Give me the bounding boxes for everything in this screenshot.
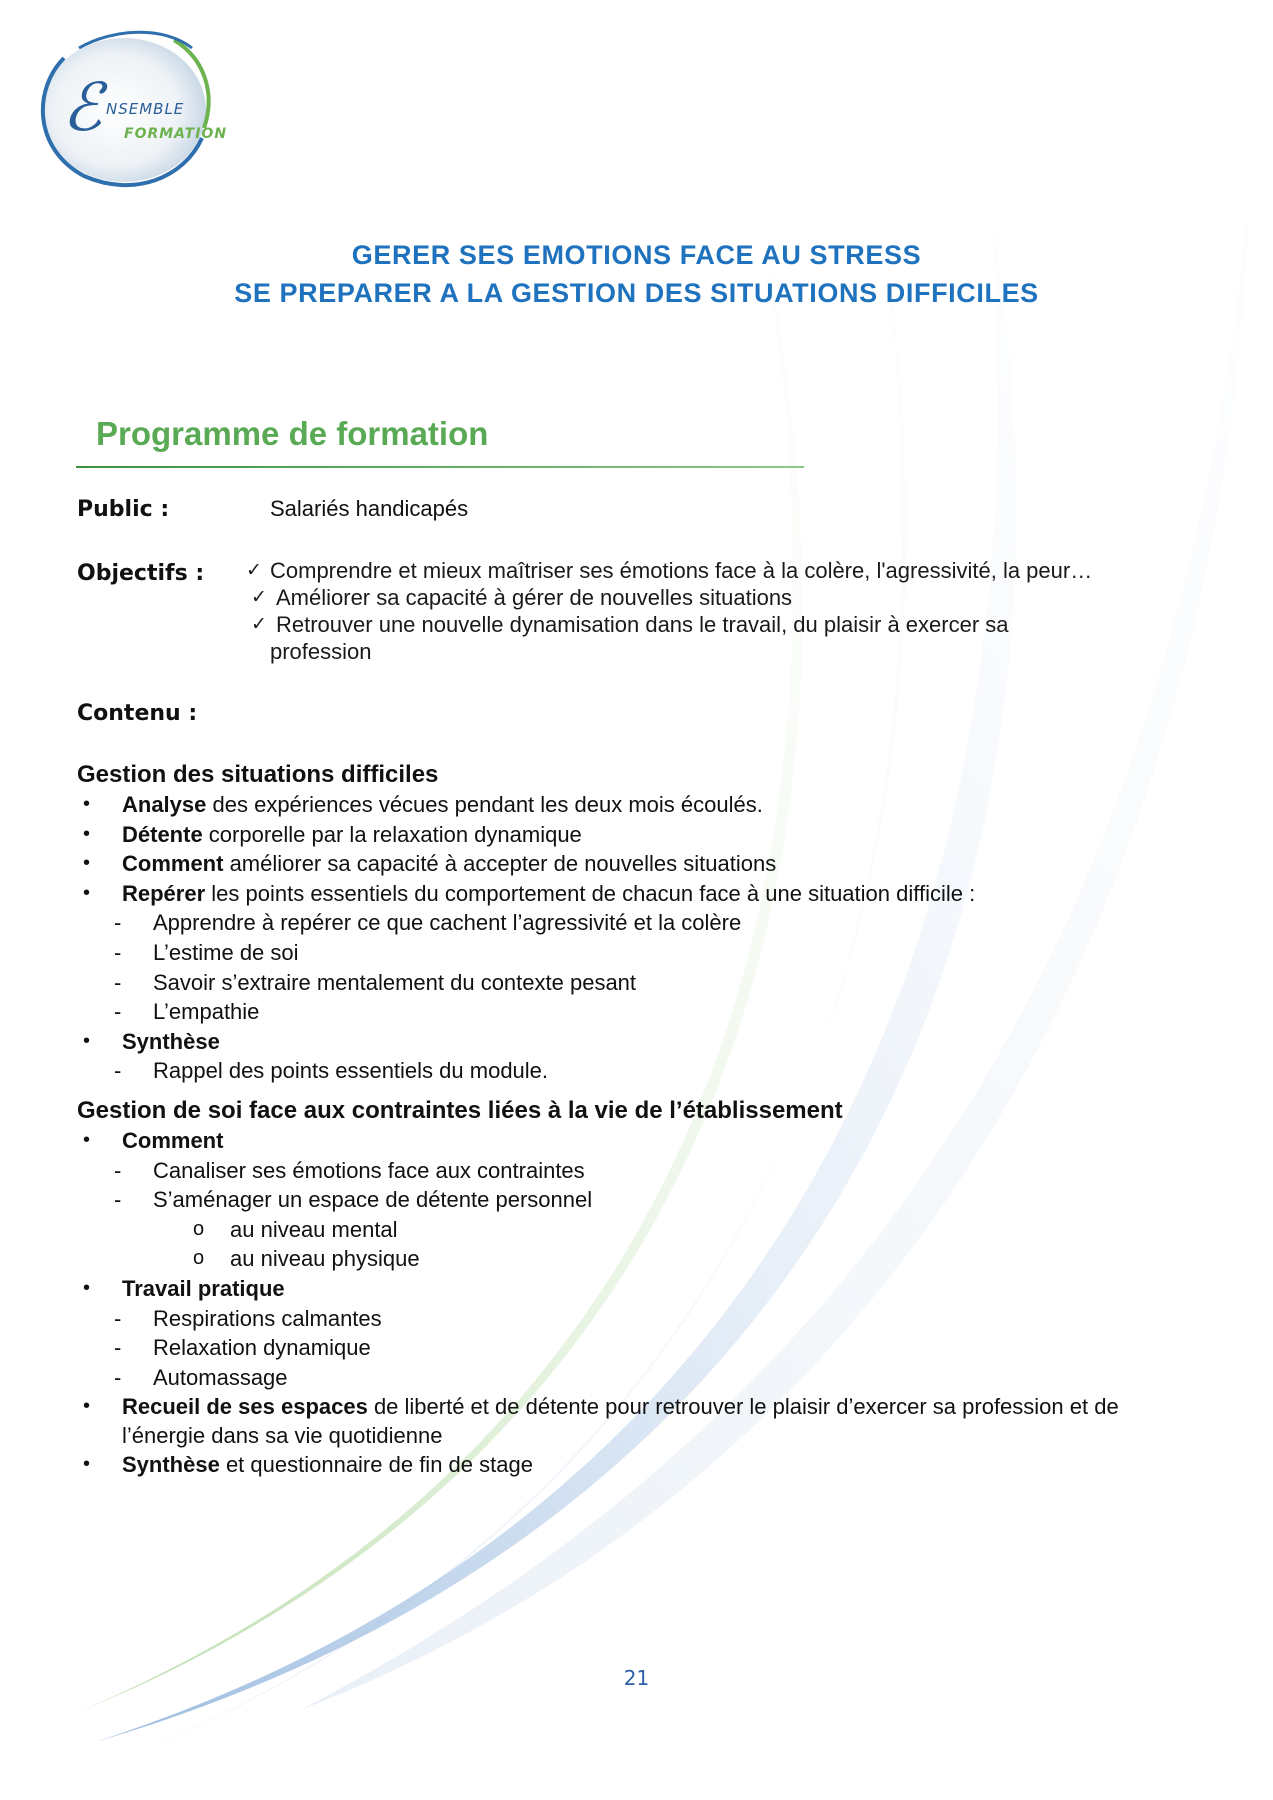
item-text: améliorer sa capacité à accepter de nouvelles situations: [223, 851, 777, 877]
list-item: [77, 1126, 1207, 1156]
list-item: [77, 879, 1207, 909]
sub-item: [77, 908, 1207, 938]
item-bold: Synthèse: [122, 1451, 220, 1477]
circle-bullet-icon: o: [193, 1247, 205, 1270]
bullet-icon: •: [83, 793, 91, 815]
dash-icon: -: [114, 1157, 122, 1183]
ensemble-formation-logo: [24, 18, 234, 193]
dash-icon: -: [114, 1187, 122, 1213]
logo-word-ensemble: NSEMBLE: [106, 100, 185, 118]
dash-icon: -: [114, 969, 122, 995]
logo-e-glyph: ℰ: [62, 69, 102, 146]
item-text: Savoir s’extraire mentalement du contexte pesant: [153, 969, 637, 995]
objective-text: Retrouver une nouvelle dynamisation dans le travail, du plaisir à exercer sa: [276, 612, 1009, 637]
bullet-icon: •: [83, 881, 91, 904]
sub-item: [77, 1333, 1207, 1363]
sub-item: [77, 938, 1207, 968]
item-text: Rappel des points essentiels du module.: [153, 1058, 549, 1084]
item-bold: Comment: [122, 1127, 224, 1153]
dash-icon: -: [114, 1305, 122, 1331]
item-text: de liberté et de détente pour retrouver le plaisir d’exercer sa profession et de: [367, 1394, 1119, 1420]
dash-icon: -: [114, 999, 122, 1025]
part1-heading: Gestion des situations difficiles: [77, 761, 439, 788]
dash-icon: -: [114, 1335, 122, 1361]
item-text: corporelle par la relaxation dynamique: [202, 821, 582, 847]
item-text: les points essentiels du comportement de chacun face à une situation difficile :: [205, 880, 976, 906]
bullet-icon: •: [83, 1452, 91, 1475]
checkmark-icon: ✓: [251, 586, 267, 608]
logo-word-formation: FORMATION: [124, 126, 228, 142]
objectives-list: [246, 557, 1206, 665]
sub-item: [77, 1156, 1207, 1186]
list-item: [77, 1450, 1207, 1480]
item-text: au niveau physique: [230, 1246, 420, 1272]
bullet-icon: •: [83, 822, 91, 845]
sub-sub-item: [77, 1215, 1207, 1245]
item-text: Respirations calmantes: [153, 1305, 382, 1331]
list-item: [77, 1274, 1207, 1304]
sub-item: [77, 1056, 1207, 1086]
item-bold: Repérer: [122, 880, 206, 906]
bullet-icon: •: [83, 852, 91, 875]
item-bold: Synthèse: [122, 1028, 220, 1054]
document-title: [0, 236, 1273, 312]
sub-item: [77, 1304, 1207, 1334]
objective-item: [246, 584, 1206, 611]
item-text: et questionnaire de fin de stage: [219, 1451, 533, 1477]
public-value: Salariés handicapés: [270, 496, 469, 521]
dash-icon: -: [114, 910, 122, 936]
circle-bullet-icon: o: [193, 1217, 205, 1240]
item-text: L’empathie: [153, 999, 260, 1025]
item-bold: Recueil de ses espaces: [122, 1394, 368, 1420]
list-item: [77, 790, 1207, 820]
objective-item: [246, 557, 1206, 584]
dash-icon: -: [114, 1058, 122, 1084]
sub-item: [77, 968, 1207, 998]
objective-continuation: [246, 638, 1206, 665]
dash-icon: -: [114, 1364, 122, 1390]
sub-item: [77, 1363, 1207, 1393]
sub-item: [77, 997, 1207, 1027]
section-title: Programme de formation: [96, 415, 489, 452]
list-item-continuation: [77, 1422, 1207, 1450]
item-text: Canaliser ses émotions face aux contraintes: [153, 1157, 585, 1183]
dash-icon: -: [114, 939, 122, 965]
objective-text: profession: [270, 639, 372, 664]
bullet-icon: •: [83, 1128, 91, 1151]
item-text: l’énergie dans sa vie quotidienne: [122, 1422, 443, 1448]
item-bold: Analyse: [122, 792, 207, 817]
title-line-1: GERER SES EMOTIONS FACE AU STRESS: [351, 240, 922, 270]
item-text: des expériences vécues pendant les deux mois écoulés.: [206, 792, 763, 817]
list-item: [77, 1392, 1207, 1422]
bullet-icon: •: [83, 1029, 91, 1052]
item-text: Relaxation dynamique: [153, 1335, 371, 1361]
page-number: 21: [623, 1666, 650, 1690]
list-item: [77, 820, 1207, 850]
checkmark-icon: ✓: [246, 559, 262, 581]
objective-item: [246, 611, 1206, 638]
item-bold: Travail pratique: [122, 1275, 285, 1301]
bullet-icon: •: [83, 1276, 91, 1299]
public-label: Public :: [77, 497, 170, 522]
objectifs-label: Objectifs :: [77, 561, 205, 586]
objective-text: Comprendre et mieux maîtriser ses émotions face à la colère, l'agressivité, la peur…: [270, 558, 1093, 583]
content-body: [77, 760, 1207, 1479]
item-text: S’aménager un espace de détente personnel: [153, 1187, 593, 1213]
item-text: Apprendre à repérer ce que cachent l’agressivité et la colère: [153, 910, 742, 936]
objective-text: Améliorer sa capacité à gérer de nouvelles situations: [276, 585, 793, 610]
part2-heading: Gestion de soi face aux contraintes liées à la vie de l’établissement: [77, 1096, 843, 1124]
checkmark-icon: ✓: [251, 613, 267, 635]
item-bold: Comment: [122, 851, 224, 877]
list-item: [77, 1027, 1207, 1057]
item-text: L’estime de soi: [153, 939, 299, 965]
sub-item: [77, 1185, 1207, 1215]
item-bold: Détente: [122, 821, 203, 847]
list-item: [77, 849, 1207, 879]
contenu-label: Contenu :: [77, 701, 198, 726]
section-divider: [76, 466, 804, 468]
title-line-2: SE PREPARER A LA GESTION DES SITUATIONS DIFFICILES: [234, 278, 1039, 308]
sub-sub-item: [77, 1244, 1207, 1274]
item-text: au niveau mental: [230, 1216, 398, 1242]
bullet-icon: •: [83, 1395, 91, 1418]
item-text: Automassage: [153, 1364, 288, 1390]
